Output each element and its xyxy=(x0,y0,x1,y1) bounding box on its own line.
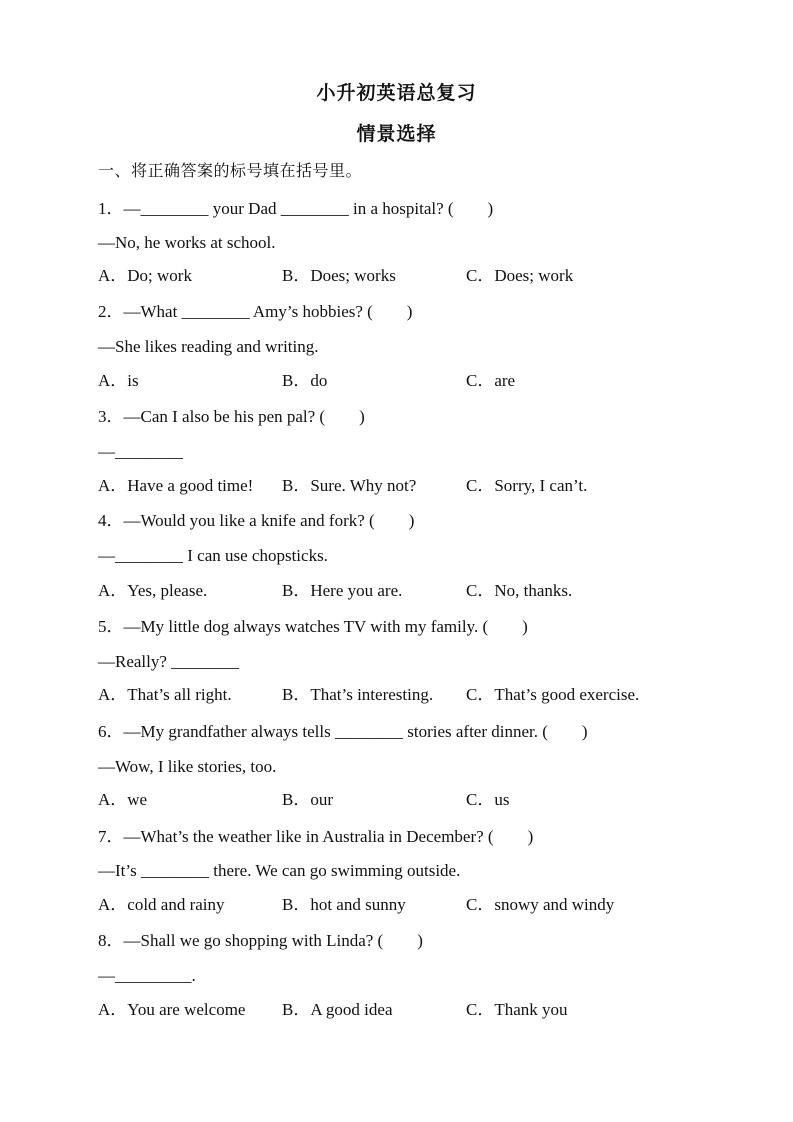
question-prompt: 2．—What ________ Amy’s hobbies? ( ) xyxy=(98,302,413,321)
option-c: C．Does; work xyxy=(466,266,574,285)
option-a: A．You are welcome xyxy=(98,1000,246,1019)
option-a: A．That’s all right. xyxy=(98,685,232,704)
page-title: 小升初英语总复习 xyxy=(316,82,477,104)
question-prompt: 7．—What’s the weather like in Australia in December? ( ) xyxy=(98,827,534,846)
question-prompt: 4．—Would you like a knife and fork? ( ) xyxy=(98,511,415,530)
question-reply: —It’s ________ there. We can go swimming outside. xyxy=(98,861,461,880)
option-b: B．our xyxy=(282,790,333,809)
option-c: C．No, thanks. xyxy=(466,581,573,600)
option-b: B．That’s interesting. xyxy=(282,685,434,704)
option-b: B．do xyxy=(282,371,328,390)
option-a: A．cold and rainy xyxy=(98,895,225,914)
option-c: C．That’s good exercise. xyxy=(466,685,640,704)
option-a: A．is xyxy=(98,371,139,390)
question-prompt: 3．—Can I also be his pen pal? ( ) xyxy=(98,407,365,426)
option-c: C．snowy and windy xyxy=(466,895,615,914)
question-reply: —________ xyxy=(98,442,183,461)
option-a: A．Yes, please. xyxy=(98,581,208,600)
option-c: C．are xyxy=(466,371,516,390)
option-b: B．hot and sunny xyxy=(282,895,406,914)
option-b: B．Here you are. xyxy=(282,581,403,600)
question-reply: —Wow, I like stories, too. xyxy=(98,757,277,776)
question-prompt: 1．—________ your Dad ________ in a hospital? ( ) xyxy=(98,199,494,218)
question-prompt: 6．—My grandfather always tells ________ stories after dinner. ( ) xyxy=(98,722,588,741)
instruction: 一、将正确答案的标号填在括号里。 xyxy=(98,161,363,180)
question-reply: —_________. xyxy=(98,966,196,985)
question-reply: —Really? ________ xyxy=(98,652,240,671)
option-c: C．Sorry, I can’t. xyxy=(466,476,588,495)
option-b: B．A good idea xyxy=(282,1000,393,1019)
option-a: A．we xyxy=(98,790,148,809)
question-prompt: 8．—Shall we go shopping with Linda? ( ) xyxy=(98,931,423,950)
option-a: A．Have a good time! xyxy=(98,476,254,495)
option-b: B．Does; works xyxy=(282,266,396,285)
question-prompt: 5．—My little dog always watches TV with my family. ( ) xyxy=(98,617,528,636)
question-reply: —She likes reading and writing. xyxy=(98,337,319,356)
option-a: A．Do; work xyxy=(98,266,192,285)
option-b: B．Sure. Why not? xyxy=(282,476,417,495)
section-title: 情景选择 xyxy=(356,123,437,145)
question-reply: —________ I can use chopsticks. xyxy=(98,546,328,565)
question-reply: —No, he works at school. xyxy=(98,233,276,252)
option-c: C．Thank you xyxy=(466,1000,568,1019)
option-c: C．us xyxy=(466,790,510,809)
